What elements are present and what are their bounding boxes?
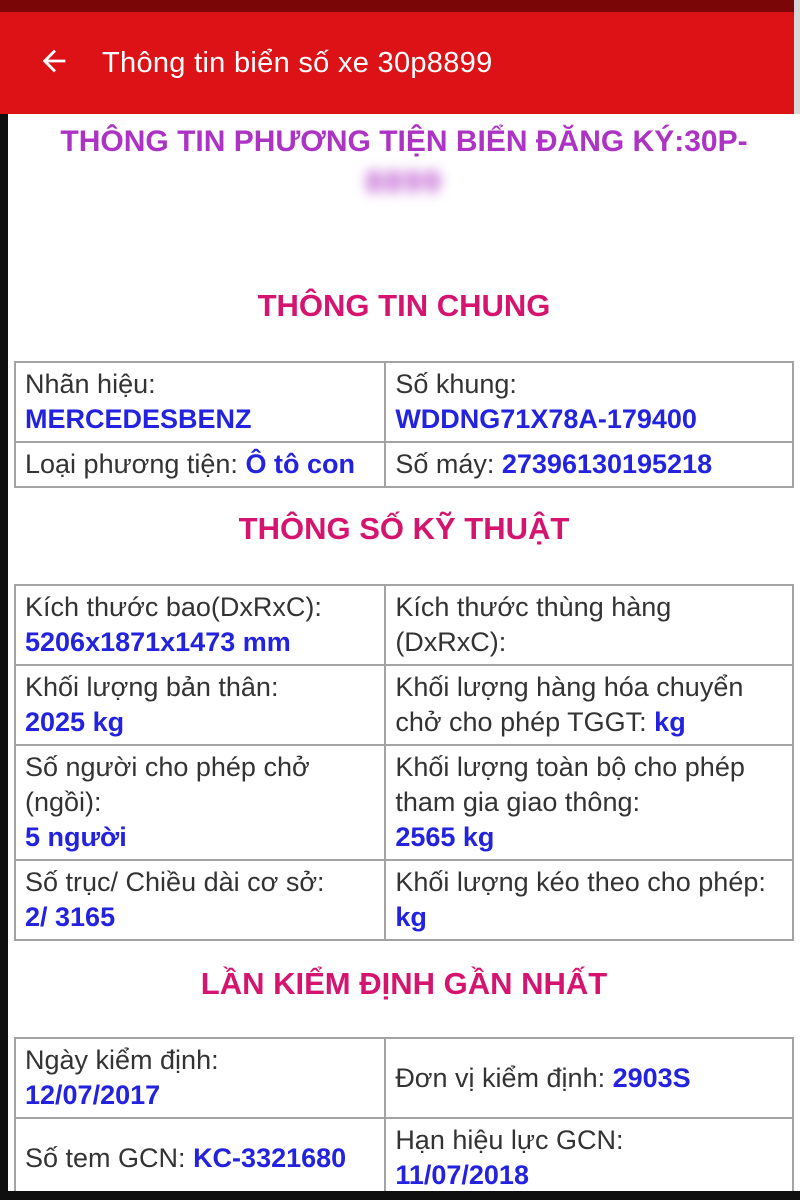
field-han-hieu-luc-gcn — [385, 1118, 793, 1198]
field-khoi-luong-hang-hoa — [385, 665, 793, 745]
field-value: 27396130195218 — [501, 449, 713, 479]
field-value: 2/ 3165 — [25, 902, 116, 932]
field-label: Số máy: — [395, 449, 495, 479]
field-khoi-luong-keo-theo — [385, 860, 793, 940]
field-value: KC-3321680 — [193, 1142, 347, 1173]
back-arrow-icon — [37, 44, 71, 83]
field-value: 2565 kg — [395, 822, 495, 852]
field-value: kg — [654, 707, 686, 737]
page-title: Thông tin biển số xe 30p8899 — [102, 46, 493, 79]
field-value: Ô tô con — [245, 449, 355, 479]
field-khoi-luong-toan-bo — [385, 745, 793, 860]
table-row — [15, 442, 793, 487]
general-info-table — [14, 361, 794, 488]
table-row — [15, 665, 793, 745]
section-heading-tech-specs: THÔNG SỐ KỸ THUẬT — [238, 511, 570, 546]
field-label: Đơn vị kiểm định: — [395, 1062, 606, 1093]
field-so-tem-gcn — [15, 1118, 385, 1198]
status-bar — [0, 0, 794, 12]
field-loai-phuong-tien — [15, 442, 385, 487]
tech-specs-table — [14, 584, 794, 941]
field-kich-thuoc-thung-hang — [385, 585, 793, 665]
field-label: Khối lượng hàng hóa chuyển chở cho phép TGGT: — [395, 672, 744, 737]
field-label: Kích thước bao(DxRxC): — [25, 592, 322, 622]
field-value: 5 người — [25, 822, 127, 852]
field-so-truc-chieu-dai — [15, 860, 385, 940]
field-khoi-luong-ban-than — [15, 665, 385, 745]
vehicle-heading — [10, 122, 798, 203]
field-label: Khối lượng kéo theo cho phép: — [395, 867, 766, 897]
field-nhan-hieu — [15, 362, 385, 442]
field-label: Ngày kiểm định: — [25, 1045, 219, 1075]
table-row — [15, 585, 793, 665]
blurred-plate-number: 8899 — [365, 164, 443, 199]
table-row — [15, 1118, 793, 1198]
field-label: Khối lượng bản thân: — [25, 672, 279, 702]
section-heading-inspection: LẦN KIỂM ĐỊNH GẦN NHẤT — [200, 966, 608, 1001]
table-row — [15, 860, 793, 940]
field-value: 2025 kg — [25, 707, 125, 737]
app-bar — [0, 12, 794, 114]
field-label: Số người cho phép chở (ngồi): — [25, 752, 310, 817]
table-row — [15, 1038, 793, 1118]
field-label: Khối lượng toàn bộ cho phép tham gia giao thông: — [395, 752, 745, 817]
field-label: Hạn hiệu lực GCN: — [395, 1125, 624, 1155]
screen-left-edge — [0, 114, 8, 1200]
field-label: Số trục/ Chiều dài cơ sở: — [25, 867, 325, 897]
field-don-vi-kiem-dinh — [385, 1038, 793, 1118]
field-so-may — [385, 442, 793, 487]
section-heading-general-info: THÔNG TIN CHUNG — [257, 288, 551, 323]
vehicle-heading-line1: THÔNG TIN PHƯƠNG TIỆN BIỂN ĐĂNG KÝ:30P- — [60, 125, 748, 158]
field-value: 5206x1871x1473 mm — [25, 627, 291, 657]
field-value: kg — [395, 902, 427, 932]
screen-bottom-edge — [0, 1191, 800, 1200]
field-value: 12/07/2017 — [25, 1080, 161, 1110]
field-label: Số khung: — [395, 369, 517, 399]
field-value: 2903S — [612, 1062, 691, 1093]
table-row — [15, 745, 793, 860]
field-label: Kích thước thùng hàng (DxRxC): — [395, 592, 672, 657]
field-label: Nhãn hiệu: — [25, 369, 156, 399]
inspection-table — [14, 1037, 794, 1199]
field-value: 11/07/2018 — [395, 1160, 529, 1190]
screen-right-edge — [794, 0, 800, 114]
field-label: Loại phương tiện: — [25, 449, 238, 479]
field-so-nguoi-cho-phep — [15, 745, 385, 860]
field-ngay-kiem-dinh — [15, 1038, 385, 1118]
main-content — [8, 114, 800, 1200]
table-row — [15, 362, 793, 442]
back-button[interactable] — [34, 43, 74, 83]
field-kich-thuoc-bao — [15, 585, 385, 665]
field-value: WDDNG71X78A-179400 — [395, 404, 697, 434]
field-so-khung — [385, 362, 793, 442]
field-value: MERCEDESBENZ — [25, 404, 252, 434]
field-label: Số tem GCN: — [25, 1142, 186, 1173]
